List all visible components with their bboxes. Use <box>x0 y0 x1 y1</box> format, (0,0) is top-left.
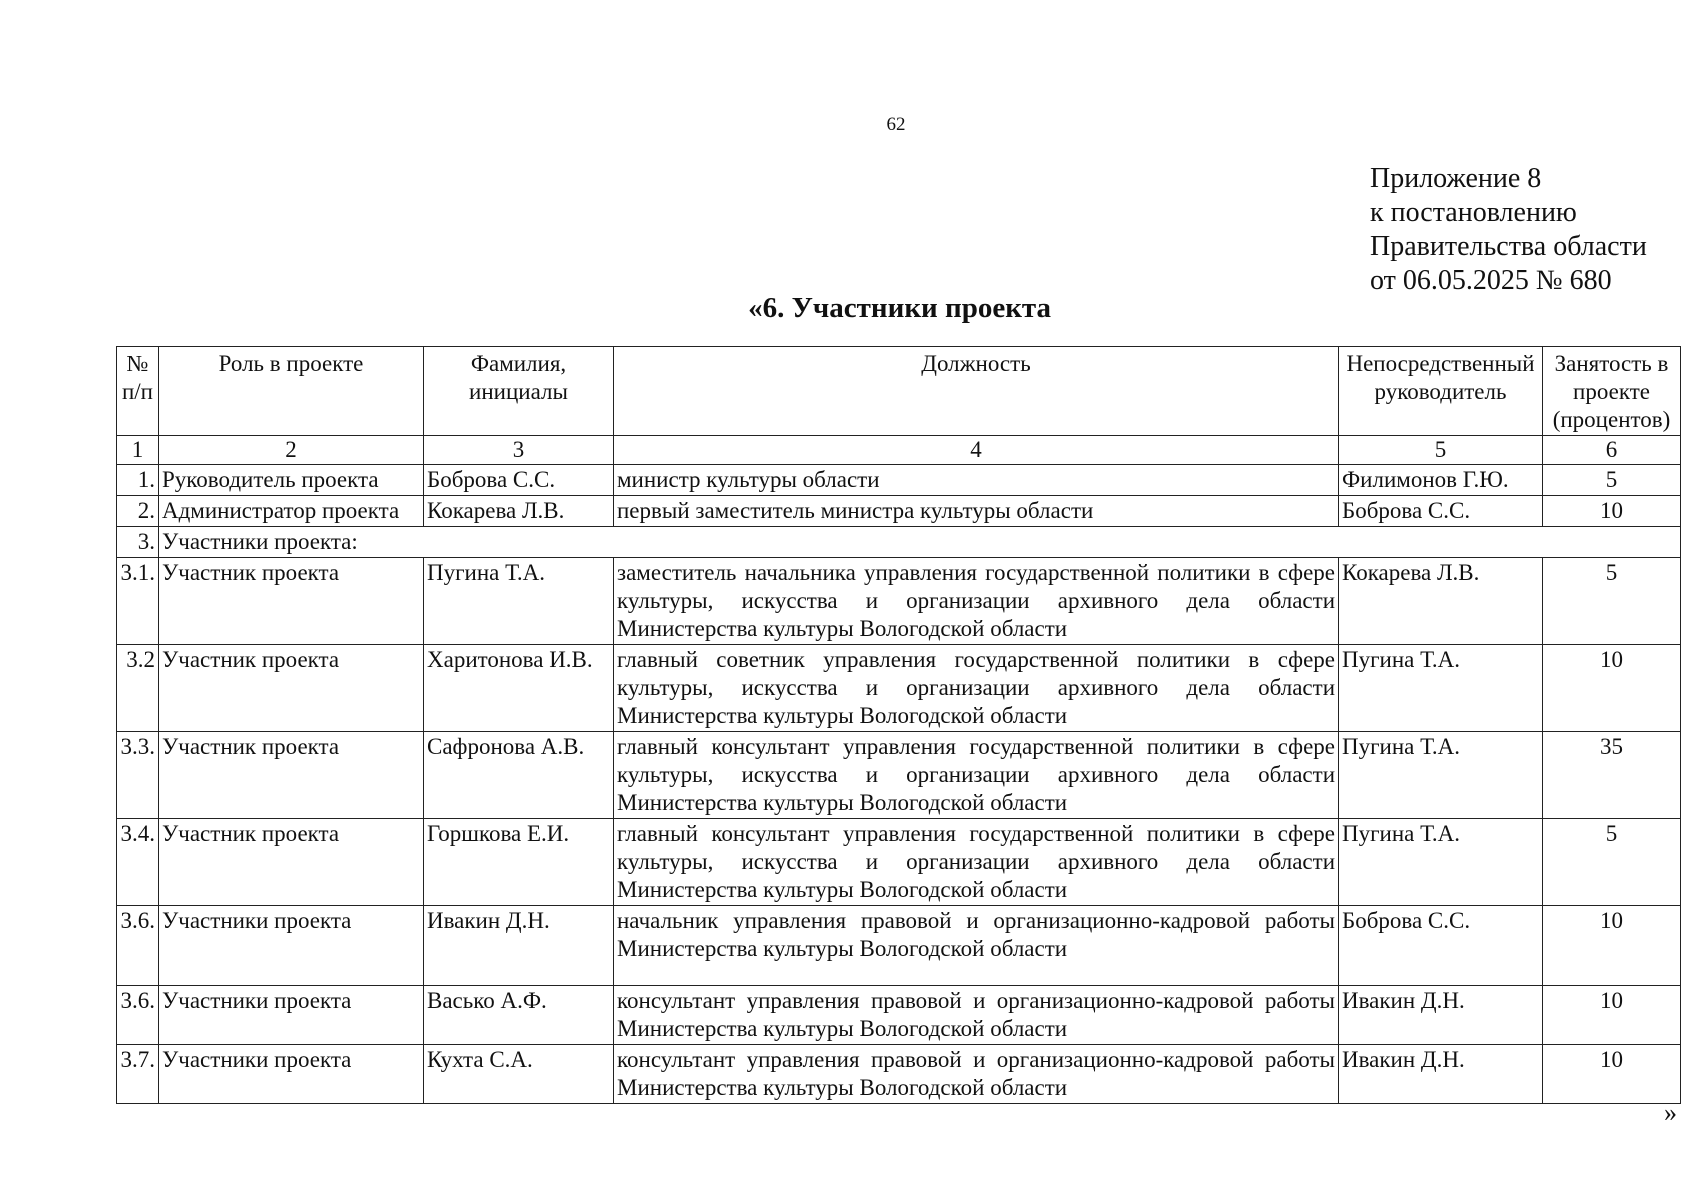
row-employment: 10 <box>1543 645 1681 732</box>
table-row <box>117 465 1681 496</box>
row-num: 2. <box>117 496 159 527</box>
row-position: министр культуры области <box>614 465 1339 496</box>
row-name: Кокарева Л.В. <box>424 496 614 527</box>
row-num: 3.1. <box>117 558 159 645</box>
table-row <box>117 986 1681 1045</box>
table-row <box>117 496 1681 527</box>
row-role: Участник проекта <box>159 645 424 732</box>
row-supervisor: Пугина Т.А. <box>1339 819 1543 906</box>
row-role: Участник проекта <box>159 732 424 819</box>
row-position: первый заместитель министра культуры области <box>614 496 1339 527</box>
row-num: 3.6. <box>117 906 159 986</box>
row-name: Кухта С.А. <box>424 1045 614 1104</box>
table-row <box>117 645 1681 732</box>
index-cell: 1 <box>117 436 159 465</box>
appendix-line-3: Правительства области <box>1370 231 1647 262</box>
row-employment: 10 <box>1543 906 1681 986</box>
header-role: Роль в проекте <box>159 347 424 436</box>
row-employment: 5 <box>1543 465 1681 496</box>
index-cell: 3 <box>424 436 614 465</box>
row-role: Участник проекта <box>159 558 424 645</box>
index-cell: 6 <box>1543 436 1681 465</box>
table-row <box>117 732 1681 819</box>
row-supervisor: Пугина Т.А. <box>1339 645 1543 732</box>
row-supervisor: Пугина Т.А. <box>1339 732 1543 819</box>
participants-table <box>116 346 1681 1104</box>
header-employment: Занятость в проекте (процентов) <box>1543 347 1681 436</box>
page-number: 62 <box>886 114 906 135</box>
row-employment: 10 <box>1543 1045 1681 1104</box>
index-cell: 5 <box>1339 436 1543 465</box>
row-num: 3.2 <box>117 645 159 732</box>
appendix-line-4: от 06.05.2025 № 680 <box>1370 265 1612 296</box>
row-supervisor: Филимонов Г.Ю. <box>1339 465 1543 496</box>
appendix-line-1: Приложение 8 <box>1370 163 1542 194</box>
row-name: Харитонова И.В. <box>424 645 614 732</box>
table-row <box>117 906 1681 986</box>
row-role: Участники проекта <box>159 906 424 986</box>
row-employment: 10 <box>1543 986 1681 1045</box>
row-supervisor: Боброва С.С. <box>1339 906 1543 986</box>
row-num: 3.7. <box>117 1045 159 1104</box>
row-name: Сафронова А.В. <box>424 732 614 819</box>
row-role: Участники проекта: <box>159 527 1681 558</box>
row-name: Боброва С.С. <box>424 465 614 496</box>
row-position: главный консультант управления государственной политики в сфере культуры, искусства и организации архивного дела области Министерства культуры Вологодской области <box>614 819 1339 906</box>
table-row <box>117 527 1681 558</box>
row-num: 3.4. <box>117 819 159 906</box>
row-name: Васько А.Ф. <box>424 986 614 1045</box>
table-row <box>117 819 1681 906</box>
row-position: заместитель начальника управления государственной политики в сфере культуры, искусства и организации архивного дела области Министерства культуры Вологодской области <box>614 558 1339 645</box>
index-cell: 2 <box>159 436 424 465</box>
row-role: Участники проекта <box>159 986 424 1045</box>
row-name: Пугина Т.А. <box>424 558 614 645</box>
row-position: начальник управления правовой и организационно-кадровой работы Министерства культуры Вологодской области <box>614 906 1339 986</box>
section-title: «6. Участники проекта <box>748 292 1051 324</box>
appendix-block <box>1370 162 1647 298</box>
appendix-line-2: к постановлению <box>1370 197 1577 228</box>
section-title-wrap <box>0 292 1540 325</box>
row-supervisor: Ивакин Д.Н. <box>1339 1045 1543 1104</box>
row-name: Горшкова Е.И. <box>424 819 614 906</box>
header-supervisor: Непосредственный руководитель <box>1339 347 1543 436</box>
row-num: 3.3. <box>117 732 159 819</box>
column-index-row <box>117 436 1681 465</box>
index-cell: 4 <box>614 436 1339 465</box>
row-role: Администратор проекта <box>159 496 424 527</box>
row-num: 3. <box>117 527 159 558</box>
table-header-row <box>117 347 1681 436</box>
row-role: Руководитель проекта <box>159 465 424 496</box>
closing-quote: » <box>1664 1098 1677 1127</box>
row-position: главный советник управления государственной политики в сфере культуры, искусства и организации архивного дела области Министерства культуры Вологодской области <box>614 645 1339 732</box>
row-employment: 10 <box>1543 496 1681 527</box>
row-role: Участники проекта <box>159 1045 424 1104</box>
row-position: консультант управления правовой и организационно-кадровой работы Министерства культуры Вологодской области <box>614 986 1339 1045</box>
row-position: главный консультант управления государственной политики в сфере культуры, искусства и организации архивного дела области Министерства культуры Вологодской области <box>614 732 1339 819</box>
row-role: Участник проекта <box>159 819 424 906</box>
table-row <box>117 558 1681 645</box>
header-num: № п/п <box>117 347 159 436</box>
row-num: 3.6. <box>117 986 159 1045</box>
row-employment: 5 <box>1543 558 1681 645</box>
row-position: консультант управления правовой и организационно-кадровой работы Министерства культуры Вологодской области <box>614 1045 1339 1104</box>
row-employment: 5 <box>1543 819 1681 906</box>
header-position: Должность <box>614 347 1339 436</box>
row-employment: 35 <box>1543 732 1681 819</box>
row-supervisor: Ивакин Д.Н. <box>1339 986 1543 1045</box>
header-name: Фамилия, инициалы <box>424 347 614 436</box>
row-num: 1. <box>117 465 159 496</box>
table-row <box>117 1045 1681 1104</box>
row-name: Ивакин Д.Н. <box>424 906 614 986</box>
row-supervisor: Боброва С.С. <box>1339 496 1543 527</box>
row-supervisor: Кокарева Л.В. <box>1339 558 1543 645</box>
